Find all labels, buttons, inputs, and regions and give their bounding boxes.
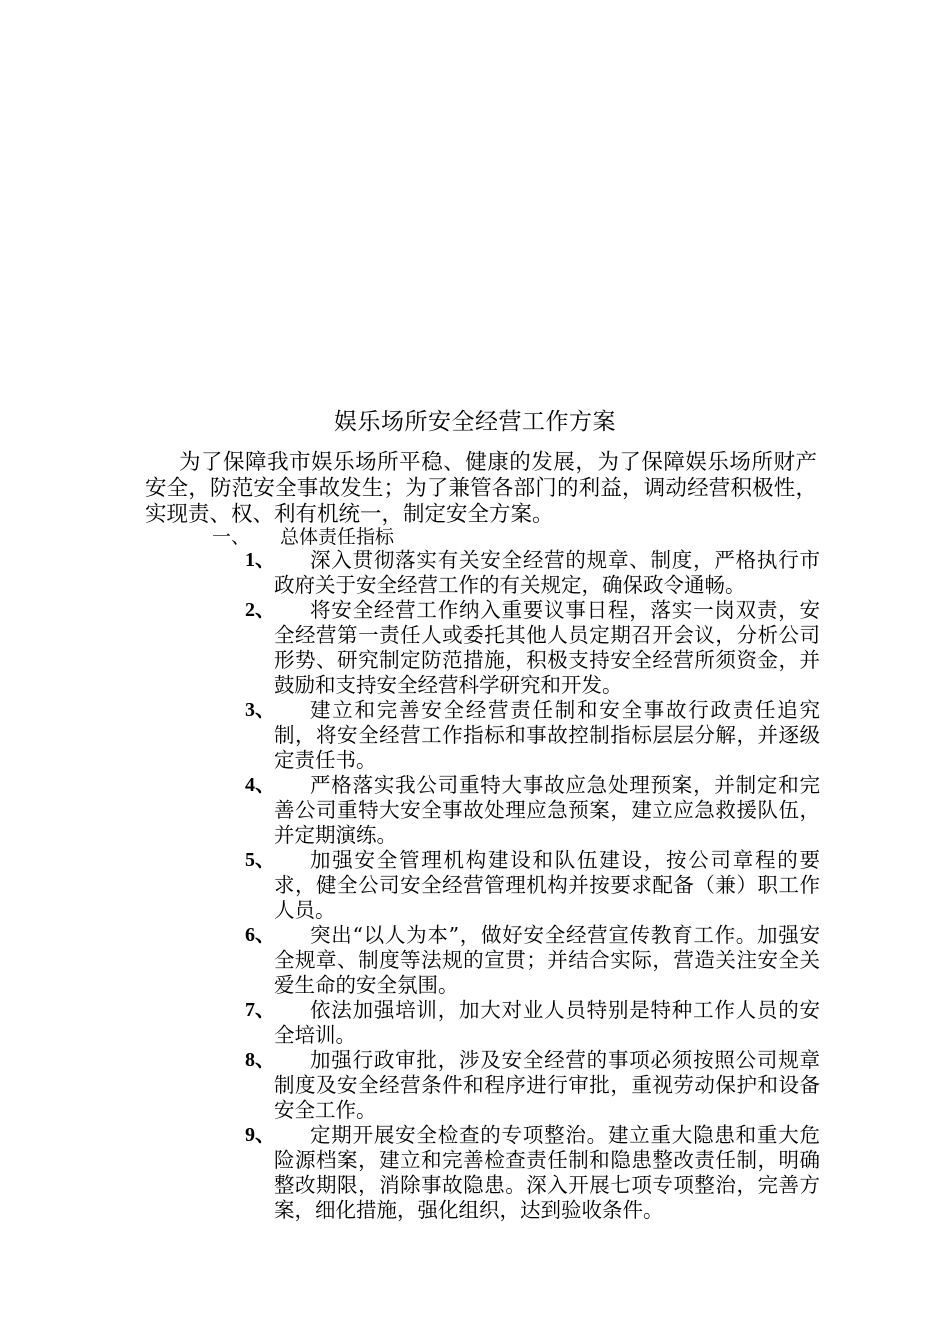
list-item-text: 加强安全管理机构建设和队伍建设，按公司章程的要求，健全公司安全经营管理机构并按要求配备（兼）职工作人员。 <box>274 848 820 922</box>
list-item-text: 建立和完善安全经营责任制和安全事故行政责任追究制，将安全经营工作指标和事故控制指标层层分解，并逐级定责任书。 <box>274 698 820 772</box>
list-item <box>245 548 820 598</box>
list-item-number: 3、 <box>245 699 275 721</box>
intro-paragraph: 为了保障我市娱乐场所平稳、健康的发展，为了保障娱乐场所财产安全，防范安全事故发生；为了兼管各部门的利益，调动经营积极性，实现责、权、利有机统一，制定安全方案。 <box>145 450 817 527</box>
responsibility-list <box>245 548 820 1223</box>
list-item-text: 定期开展安全检查的专项整治。建立重大隐患和重大危险源档案，建立和完善检查责任制和隐患整改责任制，明确整改期限，消除事故隐患。深入开展七项专项整治，完善方案，细化措施，强化组织，达到验收条件。 <box>274 1123 820 1222</box>
list-item <box>245 923 820 998</box>
list-item <box>245 773 820 848</box>
list-item-text: 严格落实我公司重特大事故应急处理预案，并制定和完善公司重特大安全事故处理应急预案，建立应急救援队伍，并定期演练。 <box>274 773 820 847</box>
section-heading-text: 总体责任指标 <box>280 526 395 548</box>
list-item <box>245 698 820 773</box>
list-item-text: 依法加强培训，加大对业人员特别是特种工作人员的安全培训。 <box>274 998 820 1047</box>
list-item-number: 9、 <box>245 1124 275 1146</box>
list-item-number: 5、 <box>245 849 275 871</box>
section-number: 一、 <box>212 526 251 548</box>
list-item <box>245 848 820 923</box>
list-item <box>245 1048 820 1123</box>
document-title: 娱乐场所安全经营工作方案 <box>334 409 616 435</box>
list-item <box>245 598 820 698</box>
list-item-number: 4、 <box>245 774 275 796</box>
list-item <box>245 998 820 1048</box>
list-item <box>245 1123 820 1223</box>
list-item-text: 加强行政审批，涉及安全经营的事项必须按照公司规章制度及安全经营条件和程序进行审批，重视劳动保护和设备安全工作。 <box>274 1048 820 1122</box>
section-heading <box>212 525 394 549</box>
list-item-text: 深入贯彻落实有关安全经营的规章、制度，严格执行市政府关于安全经营工作的有关规定，确保政令通畅。 <box>274 548 820 597</box>
list-item-number: 2、 <box>245 599 275 621</box>
list-item-number: 7、 <box>245 999 275 1021</box>
list-item-number: 6、 <box>245 924 275 946</box>
list-item-text: 突出“以人为本”，做好安全经营宣传教育工作。加强安全规章、制度等法规的宣贯；并结合实际，营造关注安全关爱生命的安全氛围。 <box>274 923 820 997</box>
list-item-number: 1、 <box>245 549 275 571</box>
list-item-text: 将安全经营工作纳入重要议事日程，落实一岗双责，安全经营第一责任人或委托其他人员定期召开会议，分析公司形势、研究制定防范措施，积极支持安全经营所须资金，并鼓励和支持安全经营科学研究和开发。 <box>274 598 820 697</box>
list-item-number: 8、 <box>245 1049 275 1071</box>
